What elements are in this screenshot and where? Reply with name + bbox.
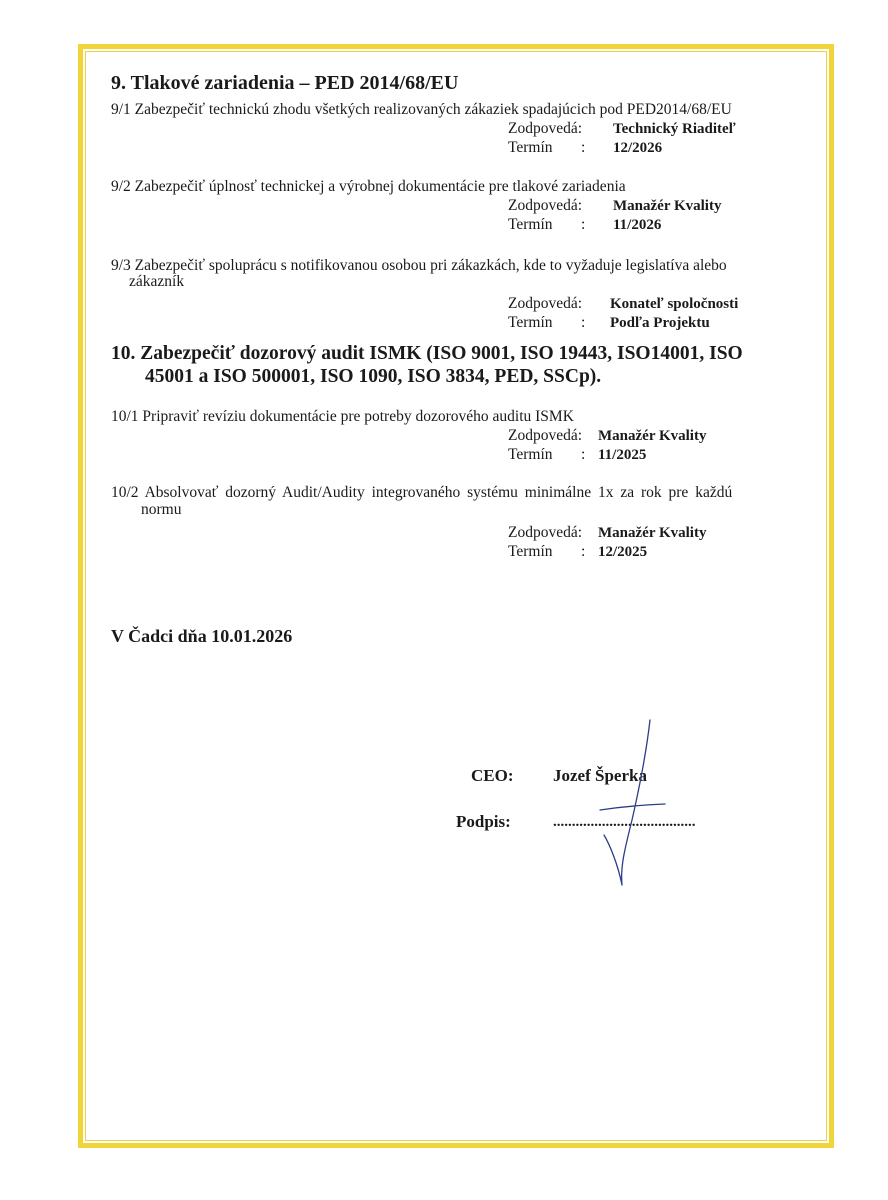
ceo-label: CEO: (471, 766, 514, 785)
handwritten-signature-icon (580, 715, 680, 900)
section-10-title-line2: 45001 a ISO 500001, ISO 1090, ISO 3834, PED, SSCp). (145, 366, 602, 387)
item-9-2-resp-label: Zodpovedá: (508, 197, 583, 214)
sign-label: Podpis: (456, 812, 511, 831)
section-9-title: 9. Tlakové zariadenia – PED 2014/68/EU (111, 72, 459, 94)
item-9-1-term-value: 12/2026 (613, 140, 663, 156)
item-10-1-text: 10/1 Pripraviť revíziu dokumentácie pre potreby dozorového auditu ISMK (111, 408, 574, 425)
item-10-2-text-cont: normu (141, 501, 182, 518)
item-9-3-resp-value: Konateľ spoločnosti (610, 296, 739, 312)
item-9-2-resp-value: Manažér Kvality (613, 198, 722, 214)
item-9-3-text-cont: zákazník (129, 273, 185, 290)
item-9-3-term-label: Termín (508, 314, 553, 331)
item-9-2-term-colon: : (581, 216, 586, 233)
ceo-name: Jozef Šperka (553, 766, 647, 785)
item-9-3-term-colon: : (581, 314, 586, 331)
item-10-2-text: 10/2 Absolvovať dozorný Audit/Audity integrovaného systému minimálne 1x za rok pre každú (111, 484, 733, 501)
item-9-3-term-value: Podľa Projektu (610, 315, 710, 331)
section-10-title-line1: 10. Zabezpečiť dozorový audit ISMK (ISO 9001, ISO 19443, ISO14001, ISO (111, 343, 743, 364)
item-9-1-resp-value: Technický Riaditeľ (613, 121, 736, 137)
item-10-2-term-colon: : (581, 543, 586, 560)
item-9-1-text: 9/1 Zabezpečiť technickú zhodu všetkých realizovaných zákaziek spadajúcich pod PED2014/68/EU (111, 101, 732, 118)
item-10-1-term-label: Termín (508, 446, 553, 463)
item-10-1-resp-label: Zodpovedá: (508, 427, 583, 444)
item-10-1-term-colon: : (581, 446, 586, 463)
item-10-1-term-value: 11/2025 (598, 447, 647, 463)
item-10-2-term-value: 12/2025 (598, 544, 648, 560)
place-date: V Čadci dňa 10.01.2026 (111, 626, 293, 646)
item-10-2-resp-value: Manažér Kvality (598, 525, 707, 541)
item-10-1-resp-value: Manažér Kvality (598, 428, 707, 444)
item-9-2-term-value: 11/2026 (613, 217, 662, 233)
item-9-1-term-label: Termín (508, 139, 553, 156)
item-10-2-term-label: Termín (508, 543, 553, 560)
item-9-2-text: 9/2 Zabezpečiť úplnosť technickej a výrobnej dokumentácie pre tlakové zariadenia (111, 178, 626, 195)
signature-line: ...................................... (553, 814, 696, 830)
item-9-2-term-label: Termín (508, 216, 553, 233)
item-9-3-resp-label: Zodpovedá: (508, 295, 583, 312)
item-9-1-resp-label: Zodpovedá: (508, 120, 583, 137)
item-9-3-text: 9/3 Zabezpečiť spoluprácu s notifikovanou osobou pri zákazkách, kde to vyžaduje legislatíva alebo (111, 257, 727, 274)
item-9-1-term-colon: : (581, 139, 586, 156)
item-10-2-resp-label: Zodpovedá: (508, 524, 583, 541)
